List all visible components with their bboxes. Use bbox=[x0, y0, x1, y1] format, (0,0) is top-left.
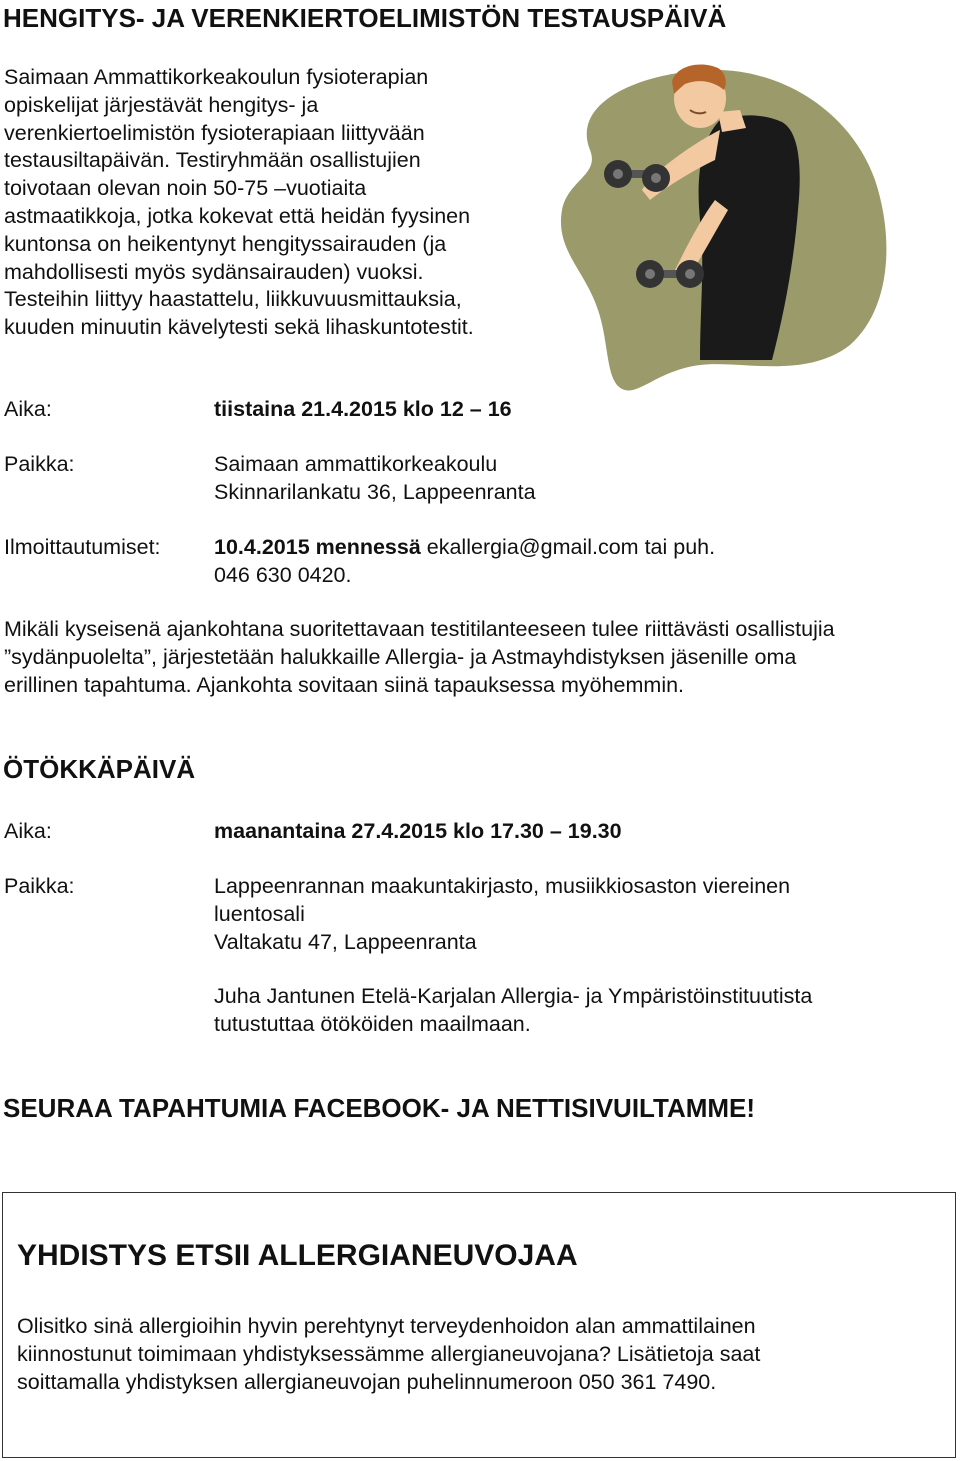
section2-title: ÖTÖKKÄPÄIVÄ bbox=[3, 754, 196, 784]
notice-line: soittamalla yhdistyksen allergianeuvojan puhelinnumeroon 050 361 7490. bbox=[17, 1369, 717, 1394]
advisor-notice-title: YHDISTYS ETSII ALLERGIANEUVOJAA bbox=[17, 1239, 578, 1272]
place-line: luentosali bbox=[214, 901, 305, 926]
registration-deadline: 10.4.2015 mennessä bbox=[214, 535, 421, 559]
place-label: Paikka: bbox=[4, 452, 75, 476]
intro-line: Testeihin liittyy haastattelu, liikkuvuusmittauksia, bbox=[4, 287, 462, 312]
registration-value bbox=[214, 534, 715, 590]
intro-line: toivotaan olevan noin 50-75 –vuotiaita bbox=[4, 176, 367, 201]
intro-line: testausiltapäivän. Testiryhmään osallistujien bbox=[4, 148, 421, 173]
place-line: Saimaan ammattikorkeakoulu bbox=[214, 452, 498, 476]
place-line: Skinnarilankatu 36, Lappeenranta bbox=[214, 479, 536, 504]
registration-phone: 046 630 0420. bbox=[214, 562, 352, 587]
intro-line: Saimaan Ammattikorkeakoulun fysioterapian bbox=[4, 65, 429, 89]
notice-line: kiinnostunut toimimaan yhdistyksessämme allergianeuvojana? Lisätietoja saat bbox=[17, 1341, 761, 1366]
section1-note bbox=[4, 616, 954, 699]
time-value: tiistaina 21.4.2015 klo 12 – 16 bbox=[214, 397, 512, 421]
intro-line: astmaatikkoja, jotka kokevat että heidän fyysinen bbox=[4, 203, 471, 228]
man-with-dumbbells-illustration bbox=[550, 60, 890, 394]
follow-heading: SEURAA TAPAHTUMIA FACEBOOK- JA NETTISIVUILTAMME! bbox=[3, 1093, 756, 1123]
section1-intro bbox=[4, 64, 544, 342]
intro-line: verenkiertoelimistön fysioterapiaan liittyvään bbox=[4, 120, 425, 145]
description-line: tutustuttaa ötököiden maailmaan. bbox=[214, 1011, 531, 1036]
note-line: ”sydänpuolelta”, järjestetään halukkaille Allergia- ja Astmayhdistyksen jäsenille oma bbox=[4, 644, 797, 669]
time-label: Aika: bbox=[4, 397, 52, 421]
notice-line: Olisitko sinä allergioihin hyvin perehtynyt terveydenhoidon alan ammattilainen bbox=[17, 1314, 756, 1338]
advisor-notice-text bbox=[17, 1313, 947, 1396]
intro-line: kuuden minuutin kävelytesti sekä lihaskuntotestit. bbox=[4, 315, 474, 340]
intro-line: opiskelijat järjestävät hengitys- ja bbox=[4, 92, 319, 117]
note-line: erillinen tapahtuma. Ajankohta sovitaan siinä tapauksessa myöhemmin. bbox=[4, 672, 685, 697]
registration-label: Ilmoittautumiset: bbox=[4, 535, 161, 559]
place-value bbox=[214, 451, 536, 507]
intro-line: kuntonsa on heikentynyt hengityssairauden (ja bbox=[4, 231, 447, 256]
time-value: maanantaina 27.4.2015 klo 17.30 – 19.30 bbox=[214, 819, 622, 843]
place-label: Paikka: bbox=[4, 874, 75, 898]
registration-contact: ekallergia@gmail.com tai puh. bbox=[420, 535, 716, 559]
place-line: Valtakatu 47, Lappeenranta bbox=[214, 929, 477, 954]
place-line: Lappeenrannan maakuntakirjasto, musiikkiosaston viereinen bbox=[214, 874, 791, 898]
advisor-notice-box bbox=[2, 1192, 956, 1458]
place-value bbox=[214, 873, 954, 956]
description-line: Juha Jantunen Etelä-Karjalan Allergia- ja Ympäristöinstituutista bbox=[214, 984, 813, 1008]
intro-line: mahdollisesti myös sydänsairauden) vuoksi. bbox=[4, 259, 424, 284]
time-label: Aika: bbox=[4, 819, 52, 843]
section2-description bbox=[214, 983, 954, 1039]
section1-title: HENGITYS- JA VERENKIERTOELIMISTÖN TESTAUSPÄIVÄ bbox=[3, 3, 727, 33]
note-line: Mikäli kyseisenä ajankohtana suoritettavaan testitilanteeseen tulee riittävästi osallistujia bbox=[4, 617, 835, 641]
